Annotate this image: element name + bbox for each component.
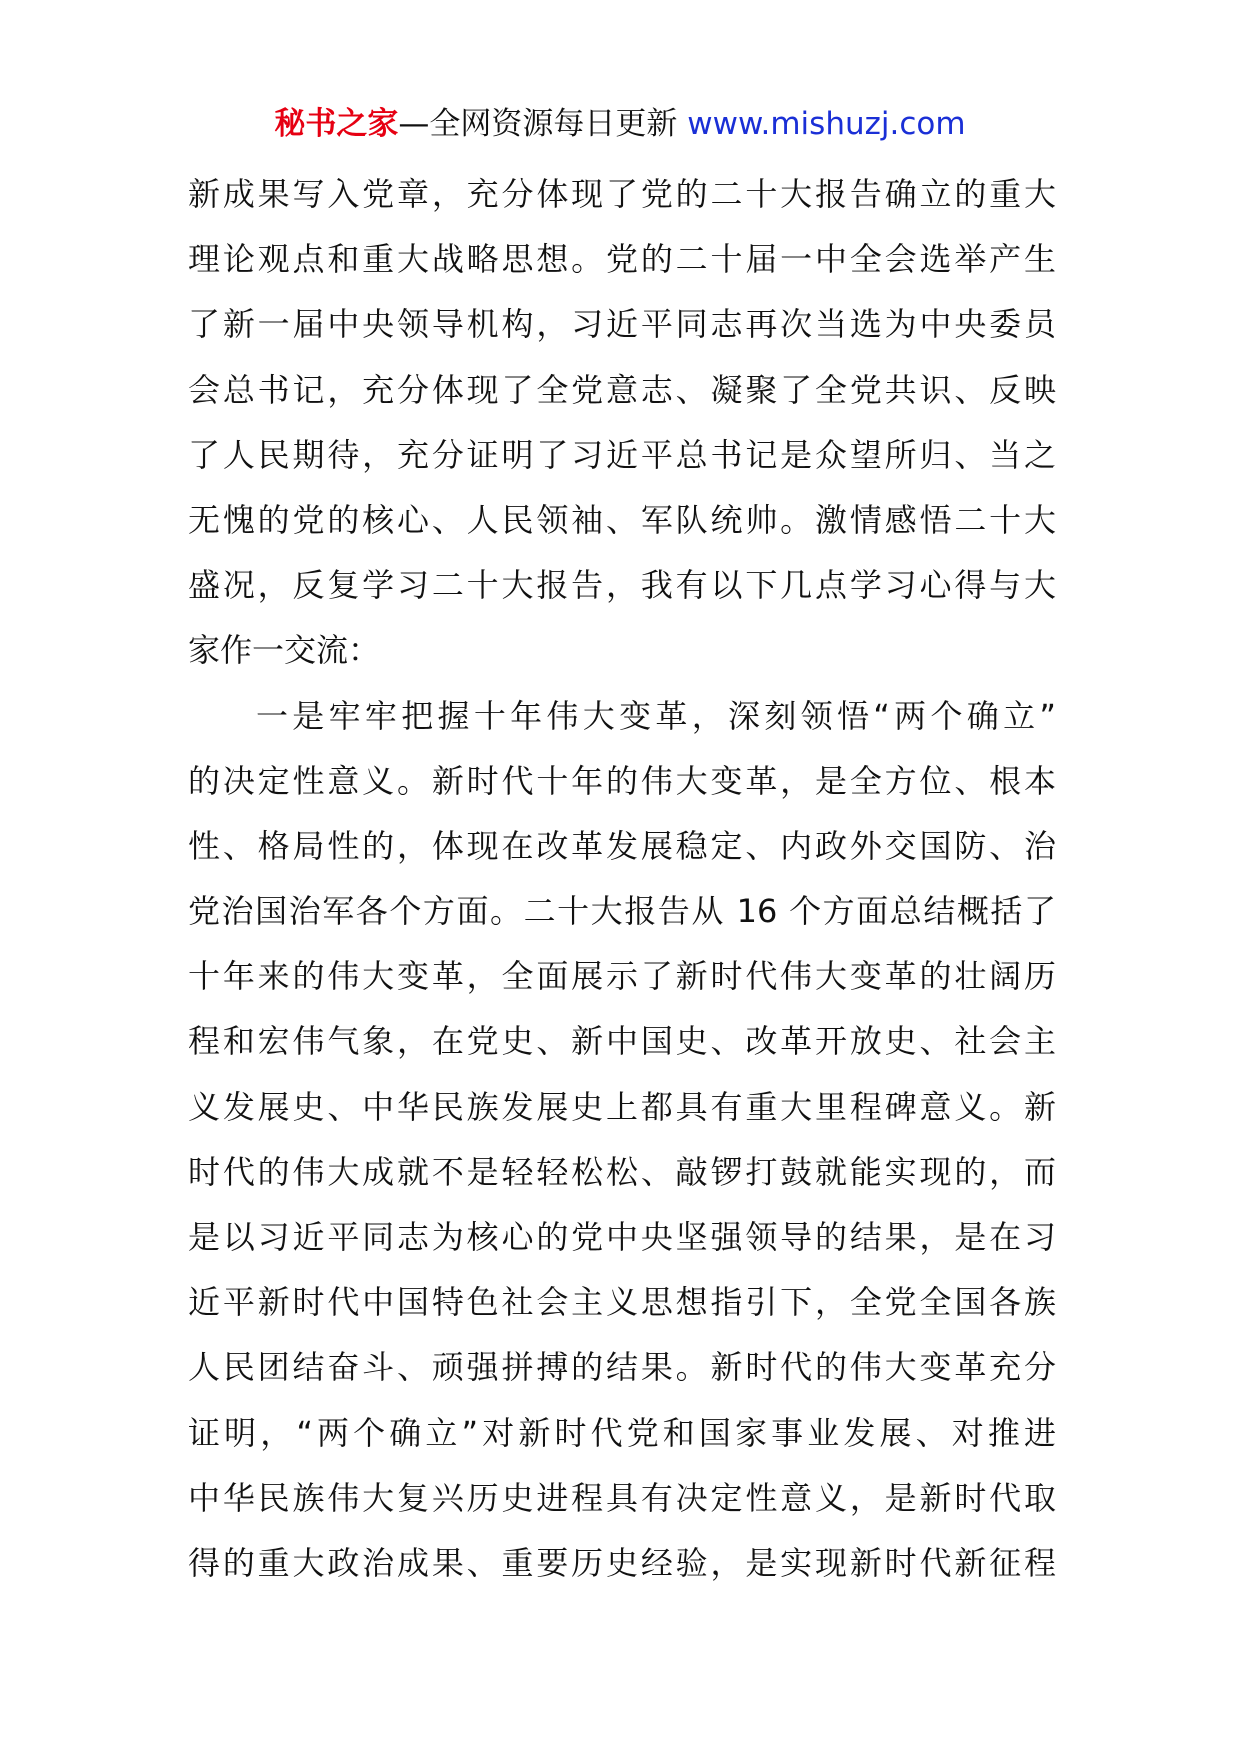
- text-line: 十年来的伟大变革，全面展示了新时代伟大变革的壮阔历: [188, 957, 1056, 996]
- section-heading-line: 一是牢牢把握十年伟大变革，深刻领悟“两个确立”: [256, 696, 1056, 735]
- text-line: 程和宏伟气象，在党史、新中国史、改革开放史、社会主: [188, 1022, 1056, 1061]
- text-line: 近平新时代中国特色社会主义思想指引下，全党全国各族: [188, 1283, 1056, 1322]
- text-line: 理论观点和重大战略思想。党的二十届一中全会选举产生: [188, 240, 1056, 279]
- text-line: 了人民期待，充分证明了习近平总书记是众望所归、当之: [188, 435, 1056, 474]
- text-line: 人民团结奋斗、顽强拼搏的结果。新时代的伟大变革充分: [188, 1348, 1056, 1387]
- text-line: 证明，“两个确立”对新时代党和国家事业发展、对推进: [188, 1413, 1056, 1452]
- text-line: 新成果写入党章，充分体现了党的二十大报告确立的重大: [188, 175, 1056, 213]
- text-line: 性、格局性的，体现在改革发展稳定、内政外交国防、治: [188, 826, 1056, 865]
- header-slogan: —全网资源每日更新: [398, 106, 688, 142]
- text-line: 盛况，反复学习二十大报告，我有以下几点学习心得与大: [188, 566, 1056, 605]
- text-line: 义发展史、中华民族发展史上都具有重大里程碑意义。新: [188, 1087, 1056, 1126]
- text-line: 了新一届中央领导机构，习近平同志再次当选为中央委员: [188, 305, 1056, 344]
- text-line: 时代的伟大成就不是轻轻松松、敲锣打鼓就能实现的，而: [188, 1152, 1056, 1191]
- document-body: [188, 162, 1056, 1596]
- text-line: 家作一交流：: [188, 631, 381, 670]
- site-url-link[interactable]: www.mishuzj.com: [687, 106, 966, 142]
- page-header: [0, 102, 1240, 146]
- text-line: 是以习近平同志为核心的党中央坚强领导的结果，是在习: [188, 1218, 1056, 1256]
- text-line: 得的重大政治成果、重要历史经验，是实现新时代新征程: [188, 1543, 1056, 1582]
- text-line: 无愧的党的核心、人民领袖、军队统帅。激情感悟二十大: [188, 500, 1056, 539]
- brand-name: 秘书之家: [274, 106, 399, 142]
- text-line: 的决定性意义。新时代十年的伟大变革，是全方位、根本: [188, 761, 1056, 800]
- text-line: 党治国治军各个方面。二十大报告从 16 个方面总结概括了: [188, 892, 1056, 931]
- text-line: 中华民族伟大复兴历史进程具有决定性意义，是新时代取: [188, 1478, 1056, 1517]
- text-line: 会总书记，充分体现了全党意志、凝聚了全党共识、反映: [188, 370, 1056, 409]
